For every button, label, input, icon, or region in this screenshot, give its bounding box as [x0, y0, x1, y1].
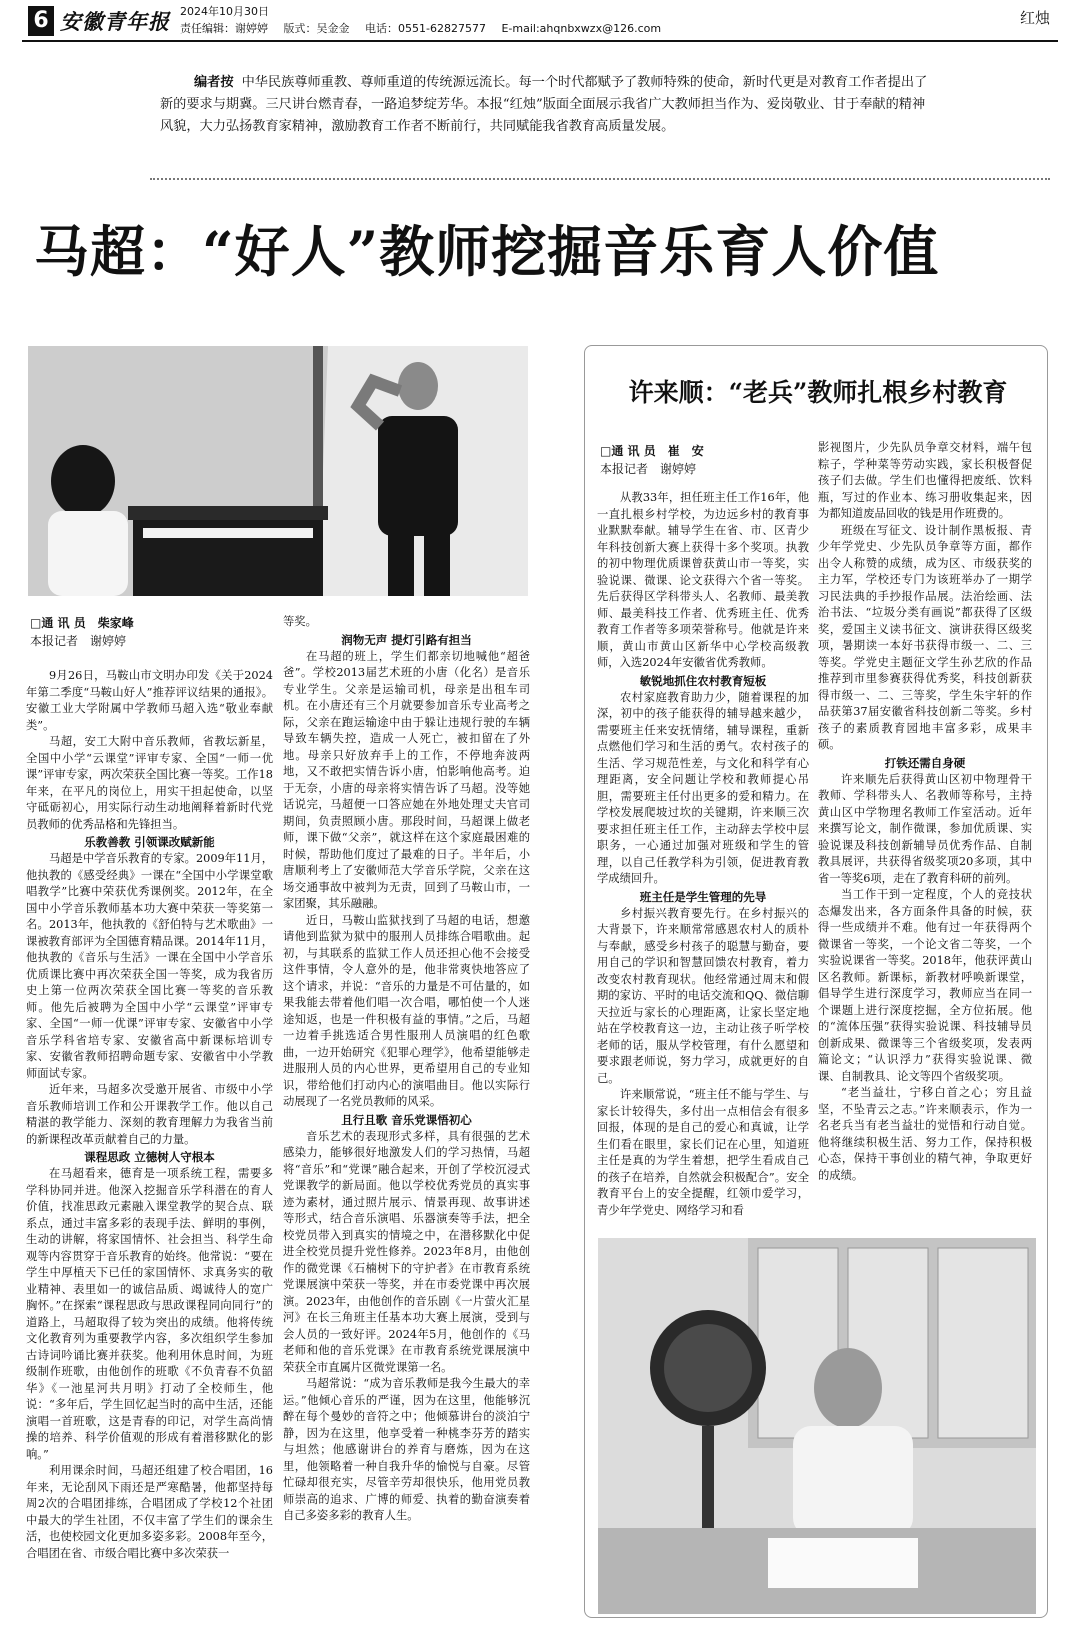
subheading: 乐教善教 引领课改赋新能 [84, 835, 215, 849]
paragraph: 当工作干到一定程度，个人的竞技状态爆发出来，各方面条件具备的时候，获得一些成绩并不难。他有过一年获得两个微课省一等奖，一个论文省二等奖，一个实验说课省一等奖。2018年，他获评黄山区名教师。新课标，新教材呼唤新课堂，倡导学生进行深度学习，教师应当在同一个课题上进行深度挖掘，全方位拓展。他的“流体压强”获得实验说课、科技辅导员创新成果、微课等三个省级奖项，发表两篇论文；“认识浮力”获得实验说课、微课、自制教具、论文等四个省级奖项。 [818, 888, 1032, 1083]
paragraph: 在马超看来，德育是一项系统工程，需要多学科协同并进。他深入挖掘音乐学科潜在的育人价值，找准思政元素融入课堂教学的契合点、联系点，通过丰富多彩的表现手法、鲜明的事例，生动的讲解，将家国情怀、社会担当、科学生命观等内容贯穿于音乐教育的始终。他常说：“要在学生中厚植天下已任的家国情怀、求真务实的敬业精神、表里如一的诚信品质、竭诚待人的宽广胸怀。”在探索“课程思政与思政课程同向同行”的道路上，马超取得了较为突出的成绩。他将传统文化教育列为重要教学内容，多次组织学生参加古诗词吟诵比赛并获奖。他利用休息时间，为班级制作班歌，由他创作的班歌《不负青春不负韶华》《一池星河共月明》打动了全校师生，他说：“多年后，学生回忆起当时的高中生活，还能演唱一首班歌，这是青春的印记，对学生高尚情操的培养、科学价值观的形成有着潜移默化的影响。” [26, 1167, 273, 1461]
sidebar-byline [600, 442, 704, 478]
paragraph: 在马超的班上，学生们都亲切地喊他“超爸爸”。学校2013届艺术班的小唐（化名）是音乐专业学生。父亲是运输司机，母亲是出租车司机。在小唐还有三个月就要参加音乐专业高考之际，父亲在跑运输途中由于躲让违规行驶的车辆导致车辆失控，造成一人死亡，被扣留在了外地。母亲只好放弃手上的工作，不停地奔波两地，又不敢把实情告诉小唐，怕影响他高考。迫于无奈，小唐的母亲将实情告诉了马超。没等她话说完，马超便一口答应她在外地处理丈夫官司期间，负责照顾小唐。那段时间，马超课上做老师，课下做“父亲”，就这样在这个家庭最困难的时候，帮助他们度过了最难的日子。半年后，小唐顺利考上了安徽师范大学音乐学院，父亲在这场交通事故中被判为无责，回到了马鞍山市，一家团聚，其乐融融。 [283, 649, 530, 910]
paragraph: 近日，马鞍山监狱找到了马超的电话，想邀请他到监狱为狱中的服刑人员排练合唱歌曲。起初，与其联系的监狱工作人员还担心他不会接受这件事情，令人意外的是，他非常爽快地答应了这个请求，并说：“音乐的力量是不可估量的，如果我能去带着他们唱一次合唱，哪怕使一个人迷途知返，也是一件积极有益的事情。”之后，马超一边着手挑选适合男性服刑人员演唱的红色歌曲，一边开始研究《犯罪心理学》，他希望能够走进服刑人员的内心世界，更希望用自己的专业知识，带给他们打动内心的演唱曲目。他以实际行动展现了一名党员教师的风采。 [283, 913, 530, 1108]
editors-note-label: 编者按 [194, 75, 234, 90]
masthead-rule [22, 40, 1058, 42]
paragraph: “老当益壮，宁移白首之心；穷且益坚，不坠青云之志。”许来顺表示，作为一名老兵当有老当益壮的觉悟和行动自觉。他将继续积极生活、努力工作，保持积极心态，保持干事创业的精气神，争取更好的成绩。 [818, 1086, 1032, 1182]
main-byline-correspondent: □通 讯 员 柴家峰 [30, 616, 134, 630]
photo-teacher-with-student [28, 346, 528, 596]
sidebar-headline: 许来顺：“老兵”教师扎根乡村教育 [628, 378, 1008, 407]
paragraph: 马超是中学音乐教育的专家。2009年11月，他执教的《感受经典》一课在“全国中小学课堂歌唱教学”比赛中荣获优秀课例奖。2012年，在全国中小学音乐教师基本功大赛中荣获一等奖第一名。2013年，他执教的《舒伯特与艺术歌曲》一课被教育部评为全国德育精品课。2014年11月，他执教的《音乐与生活》一课在全国中小学音乐优质课比赛中再次荣获全国一等奖，成为我省历史上第一位两次荣获全国比赛一等奖的音乐教师。他先后被聘为全国中小学“云课堂”评审专家、全国“一师一优课”评审专家、安徽省中小学音乐学科省培专家、安徽省高中新课标培训专家、安徽省教师招聘命题专家、安徽省中小学教师面试专家。 [26, 852, 273, 1080]
main-byline-reporter: 本报记者 谢婷婷 [30, 634, 127, 648]
paragraph: 从教33年，担任班主任工作16年，他一直扎根乡村学校，为边远乡村的教育事业默默奉献。辅导学生在省、市、区青少年科技创新大赛上获得十多个奖项。执教的初中物理优质课曾获黄山市一等奖，实验说课、微课、论文获得六个省一等奖。先后获得区学科带头人、名教师、最美教师、最美科技工作者、优秀班主任、优秀教育工作者等多项荣誉称号。他就是许来顺，黄山市黄山区新华中心学校高级教师，入选2024年安徽省优秀教师。 [597, 491, 809, 669]
sidebar-byline-correspondent: □通 讯 员 崔 安 [600, 444, 704, 458]
sidebar-byline-reporter: 本报记者 谢婷婷 [600, 462, 697, 476]
editor-info [180, 21, 673, 36]
page-number: 6 [28, 6, 54, 36]
responsible-editor: 责任编辑：谢婷婷 [180, 22, 268, 35]
subheading: 润物无声 提灯引路有担当 [341, 632, 472, 647]
paragraph: 音乐艺术的表现形式多样，具有很强的艺术感染力，能够很好地激发人们的学习热情，马超将“音乐”和“党课”融合起来，开创了学校沉浸式党课教学的新局面。他以学校优秀党员的真实事迹为素材，通过照片展示、情景再现、故事讲述等形式，结合音乐演唱、乐器演奏等手法，把全校党员带入到真实的情境之中，在潜移默化中促进全校党员提升党性修养。2023年8月，由他创作的微党课《石楠树下的守护者》在市教育系统党课展演中荣获一等奖，并在市委党课中再次展演。2023年，由他创作的音乐剧《一片萤火汇星河》在长三角班主任基本功大赛上展演，受到与会人员的一致好评。2024年5月，他创作的《马老师和他的音乐党课》在市教育系统党课展演中荣获全市直属片区微党课第一名。 [283, 1129, 530, 1374]
main-column-2 [283, 614, 530, 1620]
phone: 电话：0551-62827577 [365, 22, 486, 35]
photo-teacher-at-desk [598, 1238, 1036, 1614]
subheading: 班主任是学生管理的先导 [639, 889, 767, 904]
sidebar-column-1 [597, 490, 809, 1230]
paragraph: 马超常说：“成为音乐教师是我今生最大的幸运。”他倾心音乐的严谨，因为在这里，他能够沉醉在每个曼妙的音符之中；他倾慕讲台的淡泊宁静，因为在这里，他享受着一种桃李芬芳的踏实与坦然；他感谢讲台的养育与磨炼，因为在这里，他领略着一种自我升华的愉悦与自豪。尽管忙碌却很充实，尽管辛劳却很快乐，他用党员教师崇高的追求、广博的师爱、执着的勤奋演奏着自己多姿多彩的教育人生。 [283, 1377, 530, 1522]
editors-note [160, 72, 930, 138]
paragraph: 班级在写征文、设计制作黑板报、青少年学党史、少先队员争章等方面，都作出令人称赞的成绩，成为区、市级获奖的主力军，学校还专门为该班举办了一期学习民法典的手抄报作品展。法治绘画、法治书法、“垃圾分类有画说”都获得了区级奖，爱国主义读书征文、演讲获得区级奖项，暑期读一本好书获得市级一、二、三等奖。学党史主题征文学生孙艺欣的作品推荐到市里参赛获得优秀奖，科技创新获得市级一、二、三等奖，学生朱宇轩的作品获第37届安徽省科技创新二等奖。乡村孩子的素质教育园地丰富多彩，成果丰硕。 [818, 523, 1032, 751]
main-column-1 [26, 668, 273, 1620]
paragraph: 马超，安工大附中音乐教师，省教坛新星，全国中小学“云课堂”评审专家、全国“一师一优课”评审专家，两次荣获全国比赛一等奖。工作18年来，在平凡的岗位上，用实干担起使命，以坚守砥砺初心，用实际行动生动地阐释着新时代党员教师的优秀品格和先锋担当。 [26, 735, 273, 831]
issue-date: 2024年10月30日 [180, 5, 269, 18]
section-name: 红烛 [1019, 9, 1050, 27]
main-byline [30, 614, 134, 650]
main-headline: 马超：“好人”教师挖掘音乐育人价值 [34, 219, 940, 284]
paragraph: 利用课余时间，马超还组建了校合唱团，16年来，无论刮风下雨还是严寒酷暑，他都坚持每周2次的合唱团排练，合唱团成了学校12个社团中最大的学生社团，不仅丰富了学生们的课余生活，也使校园文化更加多姿多彩。2008年至今，合唱团在省、市级合唱比赛中多次荣获一 [26, 1464, 273, 1560]
paragraph: 许来顺常说，“班主任不能与学生、与家长计较得失，多付出一点相信会有很多回报，体现的是自己的爱心和真诚，让学生们看在眼里，家长们记在心里，知道班主任是真的为学生着想，把学生看成自己的孩子在培养，自然就会积极配合”。安全教育平台上的安全提醒，红领巾爱学习，青少年学党史、网络学习和看 [597, 1088, 809, 1217]
editors-note-text: 中华民族尊师重教、尊师重道的传统源远流长。每一个时代都赋予了教师特殊的使命，新时代更是对教育工作者提出了新的要求与期冀。三尺讲台燃青春，一路追梦绽芳华。本报“红烛”版面全面展示我省广大教师担当作为、爱岗敬业、甘于奉献的精神风貌，大力弘扬教育家精神，激励教育工作者不断前行，共同赋能我省教育高质量发展。 [160, 75, 928, 134]
paragraph: 等奖。 [283, 615, 317, 628]
paragraph: 许来顺先后获得黄山区初中物理骨干教师、学科带头人、名教师等称号，主持黄山区中学物理名教师工作室活动。近年来撰写论文，制作微课，参加优质课、实验说课及科技创新辅导员优秀作品、自制教具展评，共获得省级奖项20多项，其中省一等奖6项，走在了教育科研的前列。 [818, 772, 1032, 885]
paragraph: 近年来，马超多次受邀开展省、市级中小学音乐教师培训工作和公开课教学工作。他以自己精湛的教学能力、深刻的教育理解力为我省当前的新课程改革贡献着自己的力量。 [26, 1083, 273, 1146]
layout-editor: 版式：吴金金 [283, 22, 350, 35]
subheading: 打铁还需自身硬 [884, 755, 966, 770]
sidebar-column-2 [818, 440, 1032, 1230]
dotted-divider [150, 178, 1050, 184]
paragraph: 乡村振兴教育要先行。在乡村振兴的大背景下，许来顺常常感恩农村人的质朴与奉献，感受乡村孩子的聪慧与勤奋，要用自己的学识和智慧回馈农村教育，着力改变农村教育现状。他经常通过周末和假期的家访、平时的电话交流和QQ、微信聊天拉近与家长的心理距离，让家长坚定地站在学校教育这一边，主动让孩子听学校老师的话，服从学校管理，有什么愿望和要求跟老师说，努力学习，成就更好的自己。 [597, 906, 809, 1085]
subheading: 敏锐地抓住农村教育短板 [639, 673, 767, 688]
email: E-mail:ahqnbxwzx@126.com [501, 22, 662, 35]
masthead [22, 4, 1058, 40]
subheading: 课程思政 立德树人守根本 [84, 1150, 215, 1164]
subheading: 且行且歌 音乐党课悟初心 [341, 1112, 472, 1127]
paper-name: 安徽青年报 [60, 9, 170, 34]
paragraph: 影视图片，少先队员争章交材料，端午包粽子，学种菜等劳动实践，家长积极督促孩子们去做。学生们也懂得把废纸、饮料瓶，写过的作业本、练习册收集起来，因为都知道废品回收的钱是用作班费的。 [818, 441, 1032, 520]
paragraph: 9月26日，马鞍山市文明办印发《关于2024年第二季度“马鞍山好人”推荐评议结果的通报》。安徽工业大学附属中学教师马超入选“敬业奉献类”。 [26, 669, 273, 732]
paragraph: 农村家庭教育助力少，随着课程的加深，初中的孩子能获得的辅导越来越少，需要班主任来安抚情绪，辅导课程，重新点燃他们学习和生活的勇气。农村孩子的生活、学习规范性差，与文化和科学有心理距离，安全问题让学校和教师提心吊胆，需要班主任付出更多的爱和精力。在学校发展爬坡过坎的关键期，许来顺三次要求担任班主任工作，主动辞去学校中层职务，一心通过加强对班级和学生的管理，以自己任教学科为引领，促进教育教学成绩回升。 [597, 690, 809, 885]
